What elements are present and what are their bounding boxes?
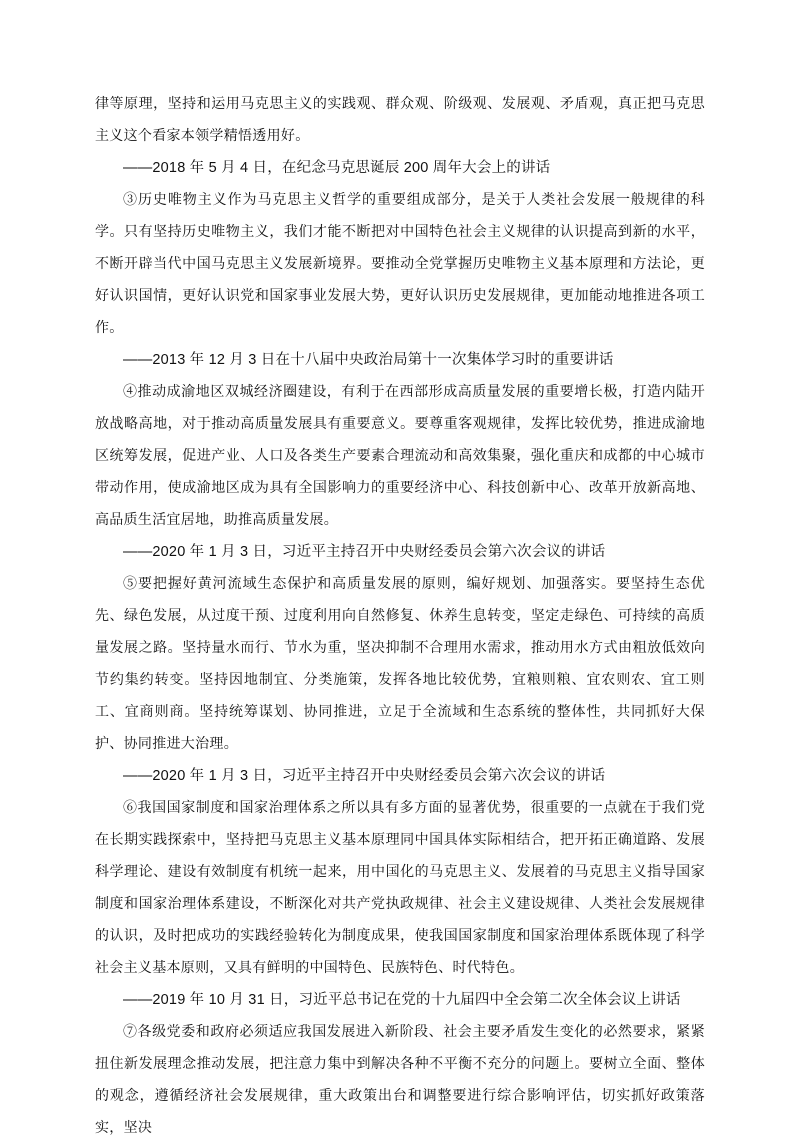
- paragraph-4: ④推动成渝地区双城经济圈建设，有利于在西部形成高质量发展的重要增长极，打造内陆开放战略高地，对于推动高质量发展具有重要意义。要尊重客观规律，发挥比较优势，推进成渝地区统筹发展，促进产业、人口及各类生产要素合理流动和高效集聚，强化重庆和成都的中心城市带动作用，使成渝地区成为具有全国影响力的重要经济中心、科技创新中心、改革开放新高地、高品质生活宜居地，助推高质量发展。: [95, 384, 705, 528]
- paragraph-7: ⑦各级党委和政府必须适应我国发展进入新阶段、社会主要矛盾发生变化的必然要求，紧紧扭住新发展理念推动发展，把注意力集中到解决各种不平衡不充分的问题上。要树立全面、整体的观念，遵循经济社会发展规律，重大政策出台和调整要进行综合影响评估，切实抓好政策落实，坚决: [95, 1024, 705, 1136]
- source-citation: ——2019 年 10 月 31 日，习近平总书记在党的十九届四中全会第二次全体会议上讲话: [123, 992, 681, 1008]
- paragraph-continued: 律等原理，坚持和运用马克思主义的实践观、群众观、阶级观、发展观、矛盾观，真正把马克思主义这个看家本领学精悟透用好。: [95, 96, 705, 144]
- paragraph-3: ③历史唯物主义作为马克思主义哲学的重要组成部分，是关于人类社会发展一般规律的科学。只有坚持历史唯物主义，我们才能不断把对中国特色社会主义规律的认识提高到新的水平，不断开辟当代中国马克思主义发展新境界。要推动全党掌握历史唯物主义基本原理和方法论，更好认识国情，更好认识党和国家事业发展大势，更好认识历史发展规律，更加能动地推进各项工作。: [95, 192, 705, 336]
- source-citation: ——2018 年 5 月 4 日，在纪念马克思诞辰 200 周年大会上的讲话: [123, 160, 551, 176]
- source-citation: ——2020 年 1 月 3 日，习近平主持召开中央财经委员会第六次会议的讲话: [123, 768, 606, 784]
- source-citation: ——2020 年 1 月 3 日，习近平主持召开中央财经委员会第六次会议的讲话: [123, 544, 606, 560]
- paragraph-5: ⑤要把握好黄河流域生态保护和高质量发展的原则，编好规划、加强落实。要坚持生态优先、绿色发展，从过度干预、过度利用向自然修复、休养生息转变，坚定走绿色、可持续的高质量发展之路。坚持量水而行、节水为重，坚决抑制不合理用水需求，推动用水方式由粗放低效向节约集约转变。坚持因地制宜、分类施策，发挥各地比较优势，宜粮则粮、宜农则农、宜工则工、宜商则商。坚持统筹谋划、协同推进，立足于全流域和生态系统的整体性，共同抓好大保护、协同推进大治理。: [95, 576, 705, 752]
- source-citation: ——2013 年 12 月 3 日在十八届中央政治局第十一次集体学习时的重要讲话: [123, 352, 614, 368]
- document-page: [95, 88, 705, 1136]
- paragraph-6: ⑥我国国家制度和国家治理体系之所以具有多方面的显著优势，很重要的一点就在于我们党在长期实践探索中，坚持把马克思主义基本原理同中国具体实际相结合，把开拓正确道路、发展科学理论、建设有效制度有机统一起来，用中国化的马克思主义、发展着的马克思主义指导国家制度和国家治理体系建设，不断深化对共产党执政规律、社会主义建设规律、人类社会发展规律的认识，及时把成功的实践经验转化为制度成果，使我国国家制度和国家治理体系既体现了科学社会主义基本原则，又具有鲜明的中国特色、民族特色、时代特色。: [95, 800, 705, 976]
